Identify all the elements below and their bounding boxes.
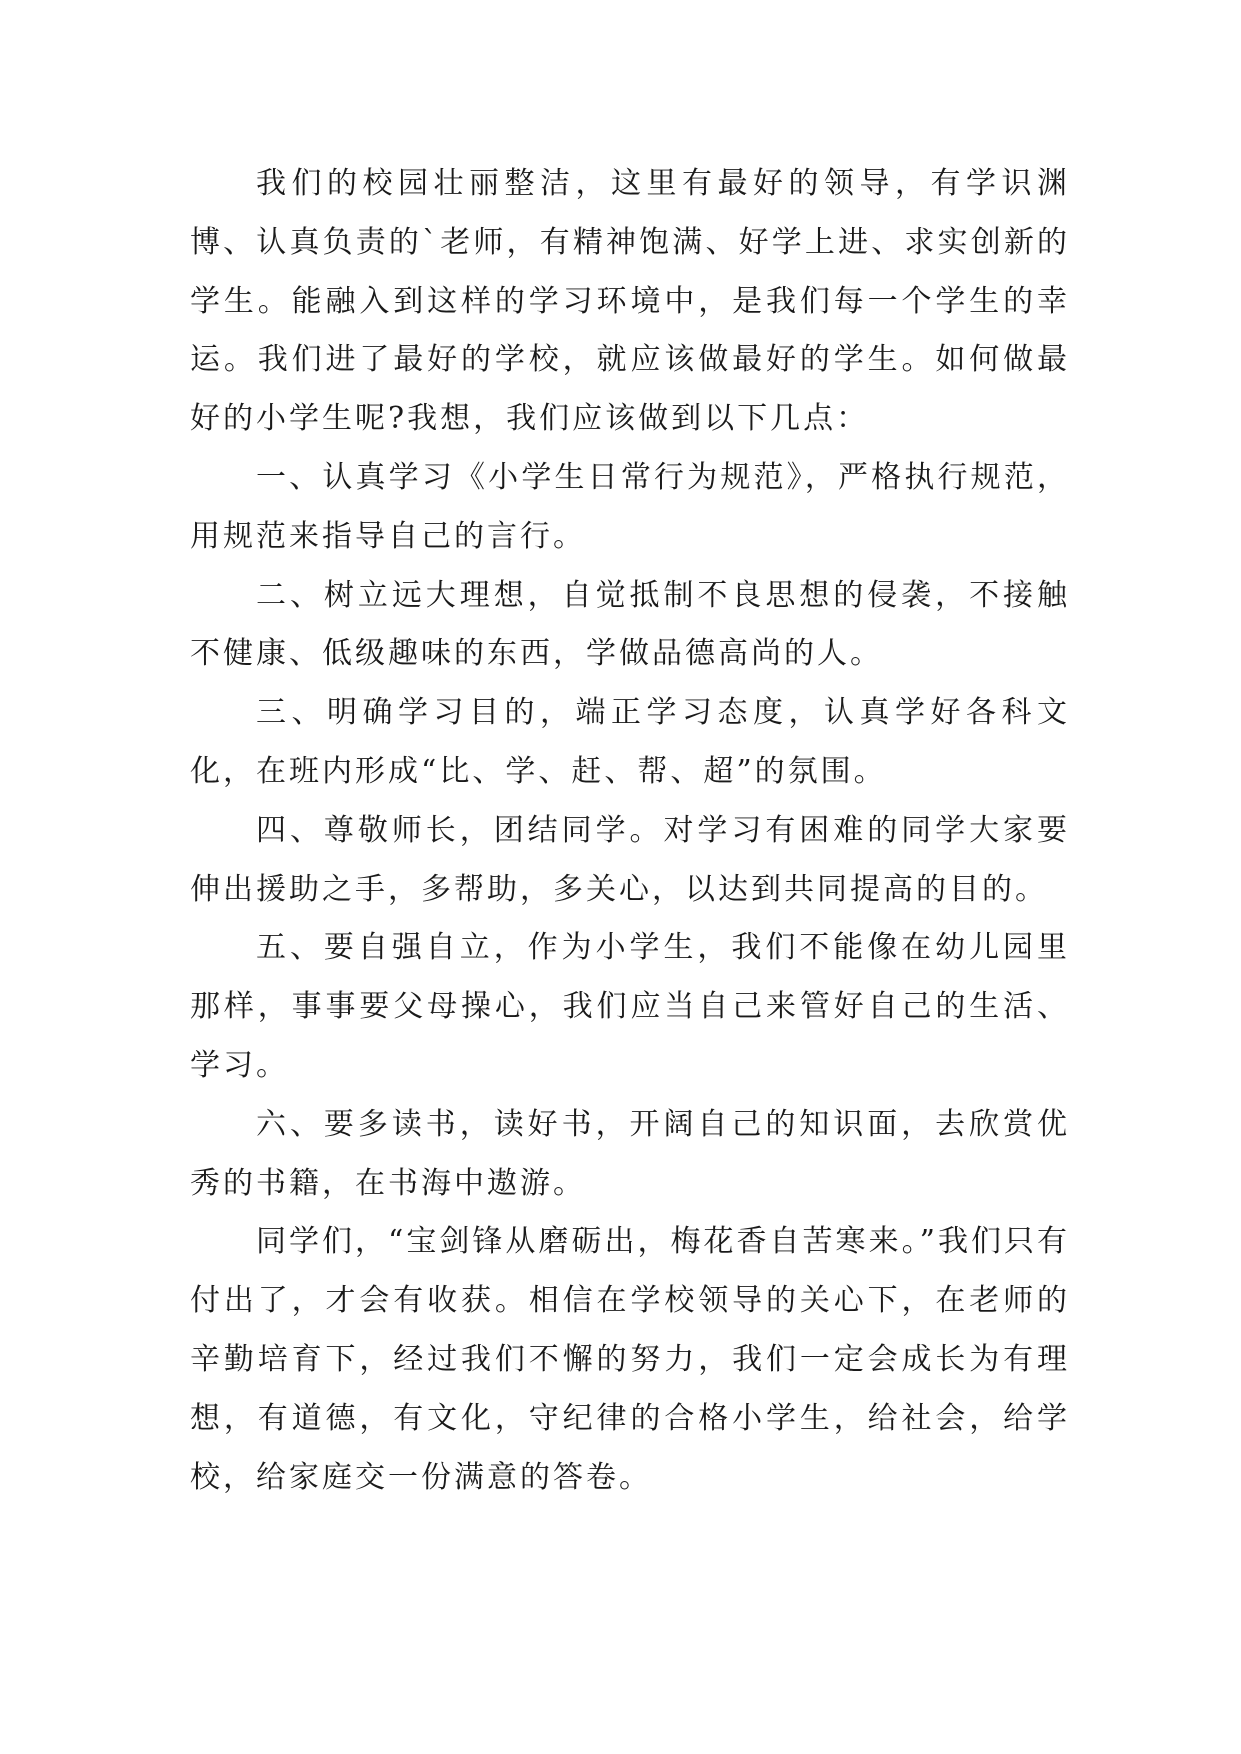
paragraph-intro: 我们的校园壮丽整洁，这里有最好的领导，有学识渊博、认真负责的`老师，有精神饱满、好学上进、求实创新的学生。能融入到这样的学习环境中，是我们每一个学生的幸运。我们进了最好的学校，就应该做最好的学生。如何做最好的小学生呢?我想，我们应该做到以下几点： <box>190 166 1070 437</box>
document-body <box>190 155 1070 1507</box>
paragraph-point-3: 三、明确学习目的，端正学习态度，认真学好各科文化，在班内形成“比、学、赶、帮、超”的氛围。 <box>190 695 1070 789</box>
paragraph-conclusion: 同学们，“宝剑锋从磨砺出，梅花香自苦寒来。”我们只有付出了，才会有收获。相信在学校领导的关心下，在老师的辛勤培育下，经过我们不懈的努力，我们一定会成长为有理想，有道德，有文化，守纪律的合格小学生，给社会，给学校，给家庭交一份满意的答卷。 <box>190 1224 1070 1495</box>
paragraph-point-6: 六、要多读书，读好书，开阔自己的知识面，去欣赏优秀的书籍，在书海中遨游。 <box>190 1106 1070 1201</box>
paragraph-point-5: 五、要自强自立，作为小学生，我们不能像在幼儿园里那样，事事要父母操心，我们应当自己来管好自己的生活、学习。 <box>190 930 1070 1083</box>
paragraph-point-4: 四、尊敬师长，团结同学。对学习有困难的同学大家要伸出援助之手，多帮助，多关心，以达到共同提高的目的。 <box>190 812 1070 907</box>
paragraph-point-2: 二、树立远大理想，自觉抵制不良思想的侵袭，不接触不健康、低级趣味的东西，学做品德高尚的人。 <box>190 577 1070 672</box>
paragraph-point-1: 一、认真学习《小学生日常行为规范》，严格执行规范，用规范来指导自己的言行。 <box>190 459 1070 554</box>
